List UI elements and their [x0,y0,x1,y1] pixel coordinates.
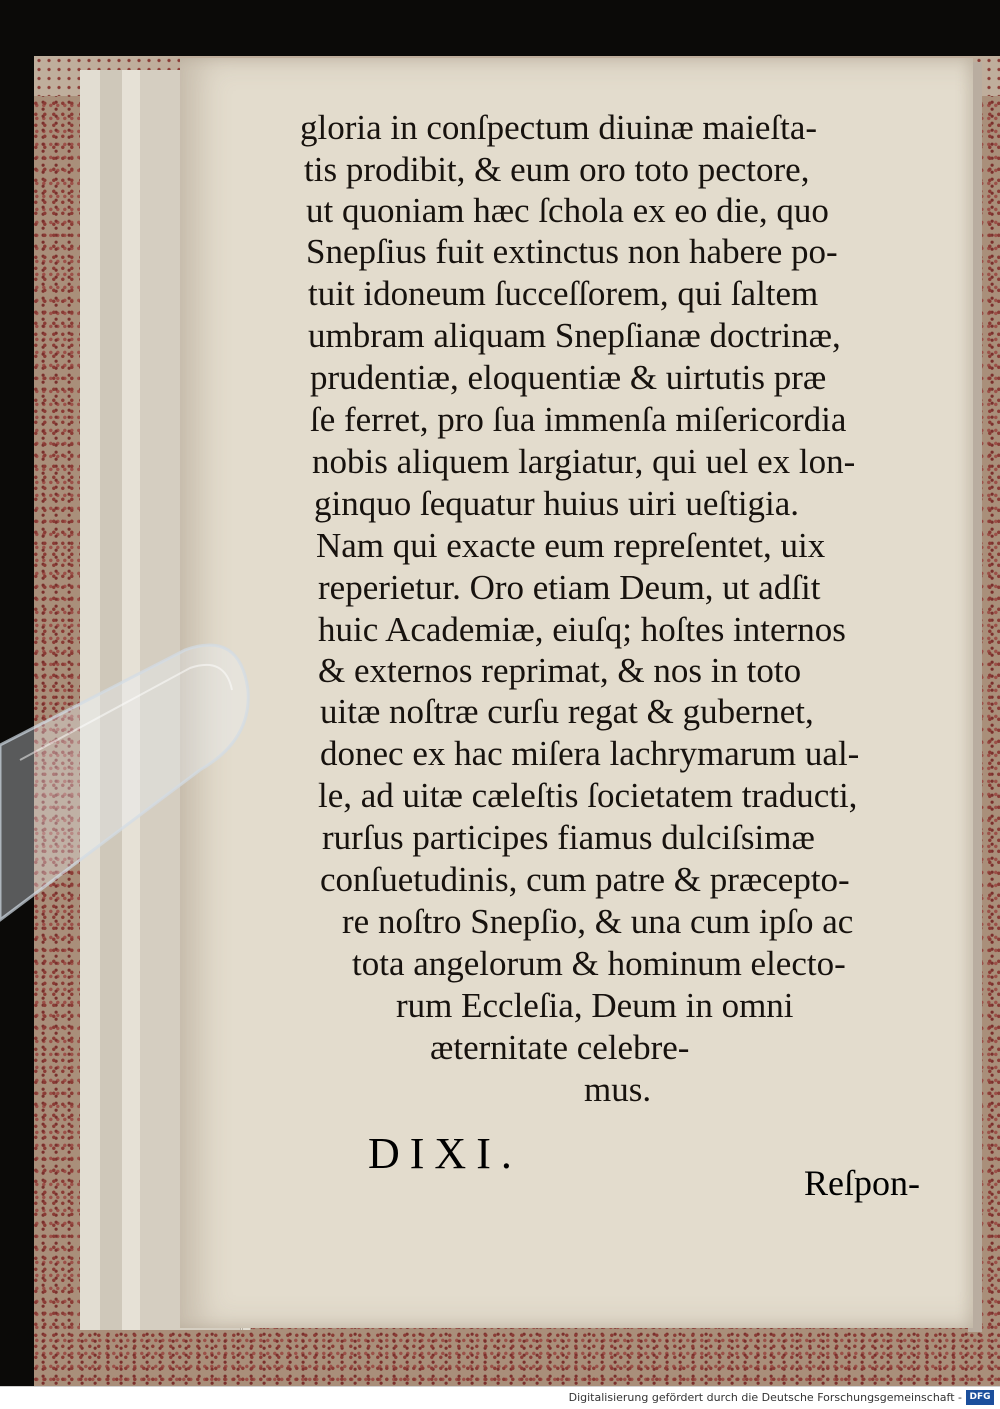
text-line: Snepſius fuit extinctus non habere po- [306,232,838,271]
footer-credit: Digitalisierung gefördert durch die Deutsche Forschungsgemeinschaft - [568,1391,962,1404]
text-line: uitæ noſtræ curſu regat & gubernet, [320,692,814,731]
text-line: gloria in conſpectum diuinæ maieſta- [300,108,818,147]
text-line: mus. [584,1070,652,1109]
text-line: le, ad uitæ cæleſtis ſocietatem traducti, [318,776,858,815]
closing-word: DIXI. [368,1129,522,1178]
text-line: ginquo ſequatur huius uiri ueſtigia. [314,484,800,523]
text-line: tuit idoneum ſucceſſorem, qui ſaltem [308,274,819,313]
text-line: ſe ferret, pro ſua immenſa miſericordia [310,400,847,439]
text-line: prudentiæ, eloquentiæ & uirtutis præ [310,358,827,397]
text-line: tota angelorum & hominum electo- [352,944,846,983]
footer-bar [0,1386,1000,1409]
text-line: re noſtro Snepſio, & una cum ipſo ac [342,902,854,941]
text-line: conſuetudinis, cum patre & præcepto- [320,860,850,899]
text-line: rurſus participes fiamus dulciſsimæ [322,818,815,857]
text-line: donec ex hac miſera lachrymarum ual- [320,734,860,773]
text-line: æternitate celebre- [430,1028,690,1067]
text-line: nobis aliquem largiatur, qui uel ex lon- [312,442,856,481]
text-line: & externos reprimat, & nos in toto [318,651,802,690]
dfg-logo: DFG [966,1390,994,1405]
catchword: Reſpon- [804,1163,920,1203]
text-line: reperietur. Oro etiam Deum, ut adſit [318,568,821,607]
text-line: Nam qui exacte eum repreſentet, uix [316,526,826,565]
text-line: tis prodibit, & eum oro toto pectore, [304,150,810,189]
text-line: rum Eccleſia, Deum in omni [396,986,794,1025]
text-line: ut quoniam hæc ſchola ex eo die, quo [306,191,829,230]
text-line: umbram aliquam Snepſianæ doctrinæ, [308,316,841,355]
page-text [180,58,973,1328]
book-page [180,58,973,1328]
text-line: huic Academiæ, eiuſq; hoſtes internos [318,610,846,649]
